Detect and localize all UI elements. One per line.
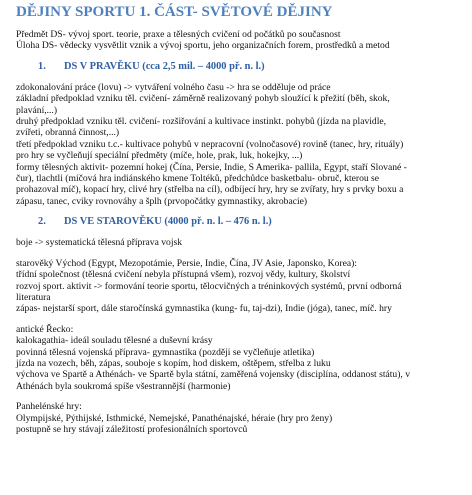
section-number: 2. [38,216,46,228]
body-line: kalokagathia- ideál souladu tělesné a duševní krásy [16,335,213,347]
body-line: plavání,...) [16,104,58,116]
body-line: zápasu, tanec, cviky rovnováhy a šplh (prvopočátky gymnastiky, akrobacie) [16,195,308,207]
body-line: pro hry se vyčleňují speciální předměty (míče, hole, prak, luk, hokejky, ...) [16,150,303,162]
body-line: zdokonalování práce (lovu) -> vytváření volného času -> hra se odděluje od práce [16,81,331,93]
section-heading-text: DS VE STAROVĚKU (4000 př. n. l. – 476 n. l.) [64,216,272,228]
body-line: prohazoval míč), kopací hry, clivé hry (střelba na cíl), odbíjecí hry, hry se zvířaty, hry s prvky boxu a [16,184,404,196]
body-line: starověký Východ (Egypt, Mezopotámie, Persie, Indie, Čína, JV Asie, Japonsko, Korea): [16,257,357,269]
document-title: DĚJINY SPORTU 1. ČÁST- SVĚTOVÉ DĚJINY [16,4,333,20]
body-line: rozvoj sport. aktivit -> formování teorie sportu, tělocvičných a tréninkových systémů, první odborná [16,280,402,292]
body-line: formy tělesných aktivit- pozemní hokej (Čína, Persie, Indie, S Amerika- pallila, Egypt, staří Slované - [16,161,407,173]
body-line: antické Řecko: [16,323,74,335]
body-line: zápas- nejstarší sport, dále staročínská gymnastika (kung- fu, taj-dzi), Indie (jóga), tanec, míč. hry [16,303,392,315]
body-line: literatura [16,291,51,303]
section-number: 1. [38,60,46,72]
body-line: druhý předpoklad vzniku těl. cvičení- rozšiřování a kultivace instinkt. pohybů (jízda na plavidle, [16,116,387,128]
body-line: čur), tlachtli (míčová hra indiánského kmene Toltéků, předchůdce basketbalu- obruč, kterou se [16,173,380,185]
body-line: povinná tělesná vojenská příprava- gymnastika (později se vyčleňuje atletika) [16,346,315,358]
section-heading [38,216,462,228]
section-heading [38,61,462,73]
body-line: třetí předpoklad vzniku t.c.- kultivace pohybů v nepracovní (volnočasové) rovině (tanec, hry, rituály) [16,138,404,150]
intro-line: Předmět DS- vývoj sport. teorie, praxe a tělesných cvičení od počátků po současnost [16,29,341,40]
body-line: výchova ve Spartě a Athénách- ve Spartě byla státní, zaměřená vojensky (disciplína, oddanost státu), v [16,369,411,381]
body-line: Olympijské, Pýthijské, Isthmické, Nemejské, Panathénajské, héraie (hry pro ženy) [16,412,333,424]
body-line: třídní společnost (tělesná cvičení nebyla přístupná všem), rozvoj vědy, kultury, školství [16,269,351,281]
body-line: základní předpoklad vzniku těl. cvičení- záměrně realizovaný pohyb sloužící k přežití (běh, skok, [16,93,390,105]
body-line: postupně se hry stávají záležitostí profesionálních sportovců [16,423,248,435]
body-line: Athénách byla soukromá spíše všestrannější (harmonie) [16,380,231,392]
body-line: boje -> systematická tělesná příprava vojsk [16,237,183,249]
body-line: jízda na vozech, běh, zápas, souboje s kopím, hod diskem, oštěpem, střelba z luku [16,357,331,369]
body-line: zvířeti, obranná činnost,...) [16,127,120,139]
section-heading-text: DS V PRAVĚKU (cca 2,5 mil. – 4000 př. n. l.) [64,60,265,72]
body-line: Panhelénské hry: [16,401,82,413]
intro-line: Úloha DS- vědecky vysvětlit vznik a vývoj sportu, jeho organizačních forem, prostředků a metod [16,40,390,52]
